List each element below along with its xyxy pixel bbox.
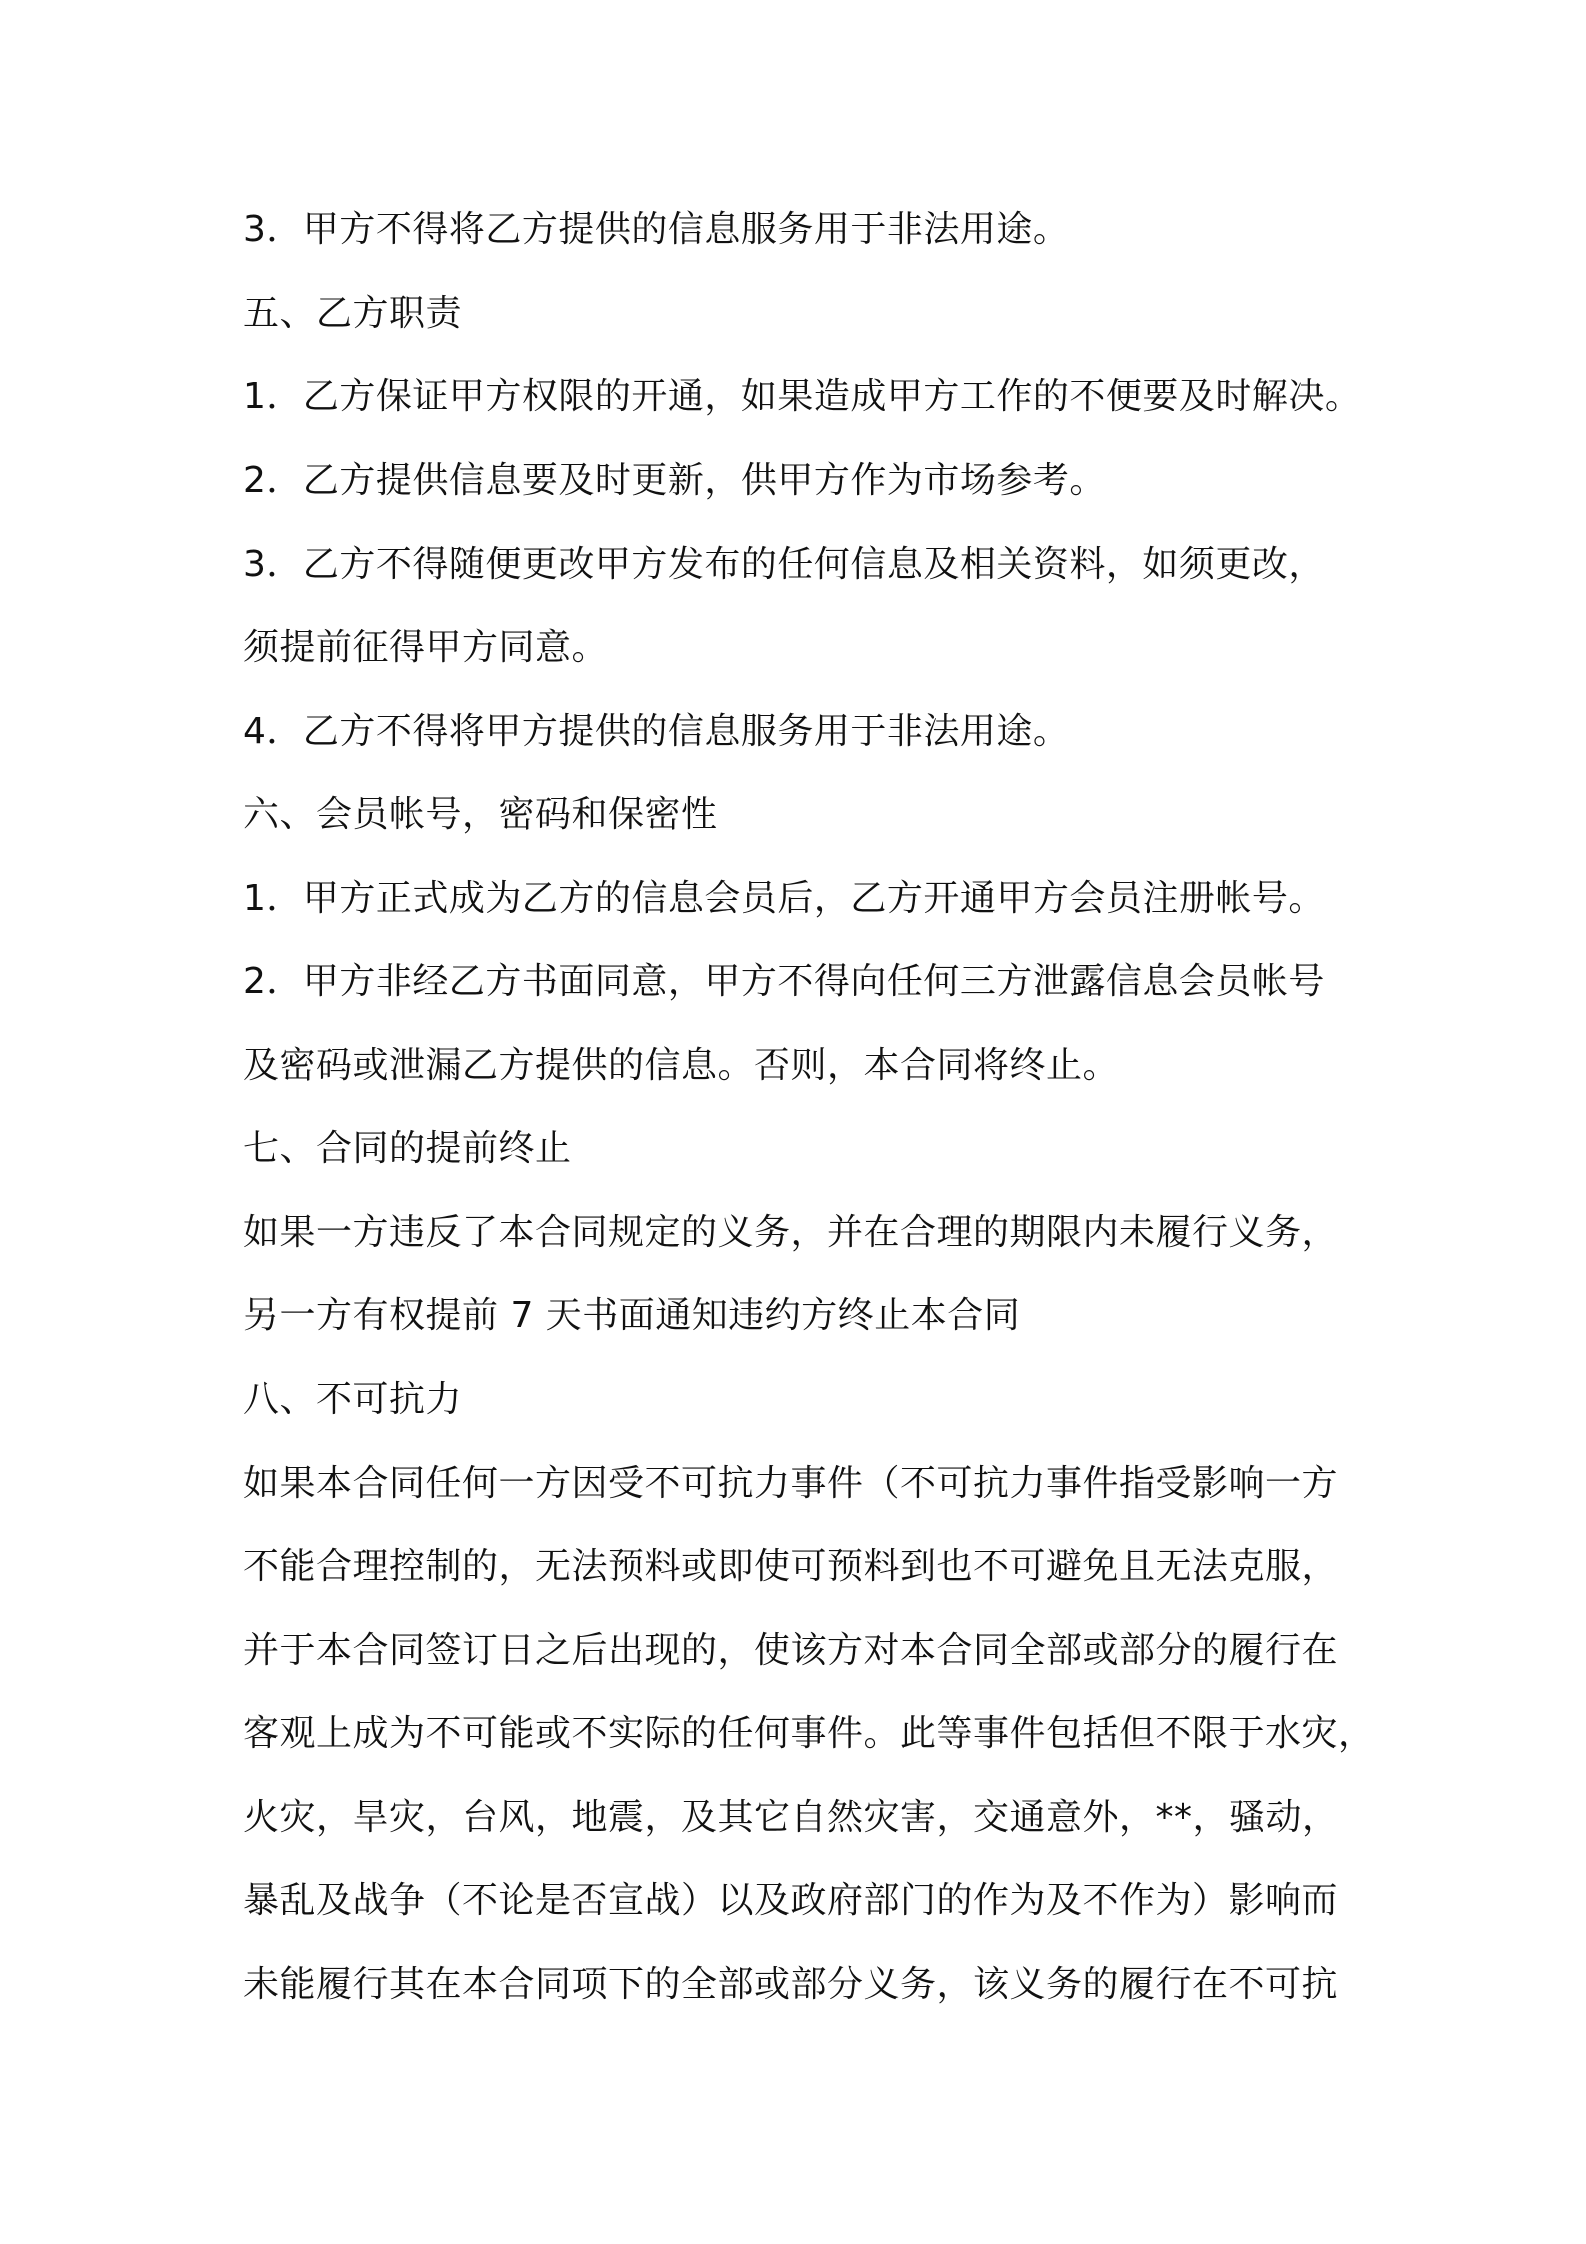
section-heading: 七、合同的提前终止 <box>243 1128 572 1169</box>
text-line: 3．乙方不得随便更改甲方发布的任何信息及相关资料，如须更改， <box>243 544 1325 585</box>
text-line: 另一方有权提前 7 天书面通知违约方终止本合同 <box>243 1295 1021 1336</box>
text-line: 及密码或泄漏乙方提供的信息。否则，本合同将终止。 <box>243 1045 1120 1086</box>
text-line: 4．乙方不得将甲方提供的信息服务用于非法用途。 <box>243 711 1070 752</box>
section-heading: 六、会员帐号，密码和保密性 <box>243 794 718 835</box>
text-line: 客观上成为不可能或不实际的任何事件。此等事件包括但不限于水灾， <box>243 1713 1375 1754</box>
text-line: 如果本合同任何一方因受不可抗力事件（不可抗力事件指受影响一方 <box>243 1463 1339 1504</box>
section-heading: 五、乙方职责 <box>243 293 463 334</box>
text-line: 1．甲方正式成为乙方的信息会员后，乙方开通甲方会员注册帐号。 <box>243 878 1325 919</box>
text-line: 须提前征得甲方同意。 <box>243 627 609 668</box>
text-line: 1．乙方保证甲方权限的开通，如果造成甲方工作的不便要及时解决。 <box>243 376 1362 417</box>
text-line: 2．乙方提供信息要及时更新，供甲方作为市场参考。 <box>243 460 1106 501</box>
text-line: 不能合理控制的，无法预料或即使可预料到也不可避免且无法克服， <box>243 1546 1339 1587</box>
text-line: 未能履行其在本合同项下的全部或部分义务，该义务的履行在不可抗 <box>243 1964 1339 2005</box>
text-line: 暴乱及战争（不论是否宣战）以及政府部门的作为及不作为）影响而 <box>243 1880 1339 1921</box>
section-heading: 八、不可抗力 <box>243 1379 463 1420</box>
text-line: 并于本合同签订日之后出现的，使该方对本合同全部或部分的履行在 <box>243 1630 1339 1671</box>
text-line: 3．甲方不得将乙方提供的信息服务用于非法用途。 <box>243 209 1070 250</box>
text-line: 如果一方违反了本合同规定的义务，并在合理的期限内未履行义务， <box>243 1212 1339 1253</box>
text-line: 火灾，旱灾，台风，地震，及其它自然灾害，交通意外，**，骚动， <box>243 1797 1339 1838</box>
text-line: 2．甲方非经乙方书面同意，甲方不得向任何三方泄露信息会员帐号 <box>243 961 1325 1002</box>
